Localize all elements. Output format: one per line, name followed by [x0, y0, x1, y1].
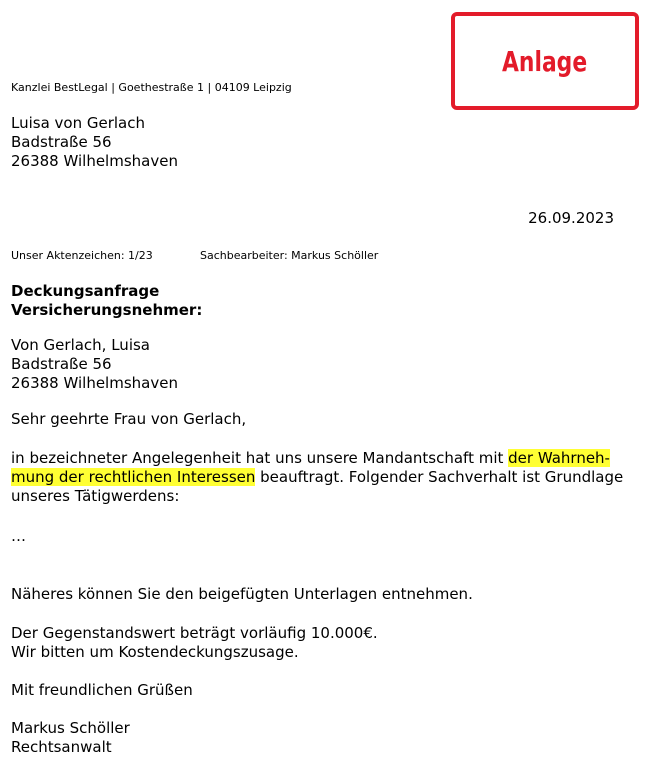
- insured-city: 26388 Wilhelmshaven: [11, 374, 178, 392]
- subject-line-2: Versicherungsnehmer:: [11, 301, 203, 319]
- anlage-stamp: [451, 12, 639, 110]
- intro-line-1-text: in bezeichneter Angelegenheit hat uns unsere Mandantschaft mit: [11, 449, 509, 467]
- recipient-address: [11, 114, 178, 171]
- sender-line: Kanzlei BestLegal | Goethestraße 1 | 04109 Leipzig: [11, 81, 292, 94]
- intro-line-1: [11, 449, 623, 468]
- closing: Mit freundlichen Grüßen: [11, 681, 193, 699]
- value-line: Der Gegenstandswert beträgt vorläufig 10.000€.: [11, 624, 378, 642]
- letter-date: 26.09.2023: [528, 209, 614, 227]
- intro-highlight-2: mung der rechtlichen Interessen: [11, 468, 256, 486]
- insured-street: Badstraße 56: [11, 355, 112, 373]
- file-number: Unser Aktenzeichen: 1/23: [11, 249, 153, 262]
- intro-highlight-1: der Wahrneh-: [508, 449, 610, 467]
- insured-name: Von Gerlach, Luisa: [11, 336, 150, 354]
- recipient-street: Badstraße 56: [11, 133, 112, 151]
- recipient-city: 26388 Wilhelmshaven: [11, 152, 178, 170]
- insured-address: [11, 336, 178, 393]
- intro-line-2-text: beauftragt. Folgender Sachverhalt ist Grundlage: [255, 468, 624, 486]
- request-line: Wir bitten um Kostendeckungszusage.: [11, 643, 299, 661]
- stamp-label: Anlage: [502, 44, 588, 78]
- salutation: Sehr geehrte Frau von Gerlach,: [11, 410, 247, 428]
- facts-ellipsis: …: [11, 527, 26, 545]
- signature-block: [11, 719, 130, 757]
- subject: [11, 282, 202, 320]
- intro-line-3: unseres Tätigwerdens:: [11, 487, 180, 505]
- clerk-name: Sachbearbeiter: Markus Schöller: [200, 249, 379, 262]
- value-paragraph: [11, 624, 378, 662]
- signature-name: Markus Schöller: [11, 719, 130, 737]
- intro-paragraph: [11, 449, 623, 506]
- recipient-name: Luisa von Gerlach: [11, 114, 146, 132]
- signature-title: Rechtsanwalt: [11, 738, 112, 756]
- details-note: Näheres können Sie den beigefügten Unterlagen entnehmen.: [11, 585, 473, 603]
- intro-line-2: [11, 468, 623, 487]
- subject-line-1: Deckungsanfrage: [11, 282, 160, 300]
